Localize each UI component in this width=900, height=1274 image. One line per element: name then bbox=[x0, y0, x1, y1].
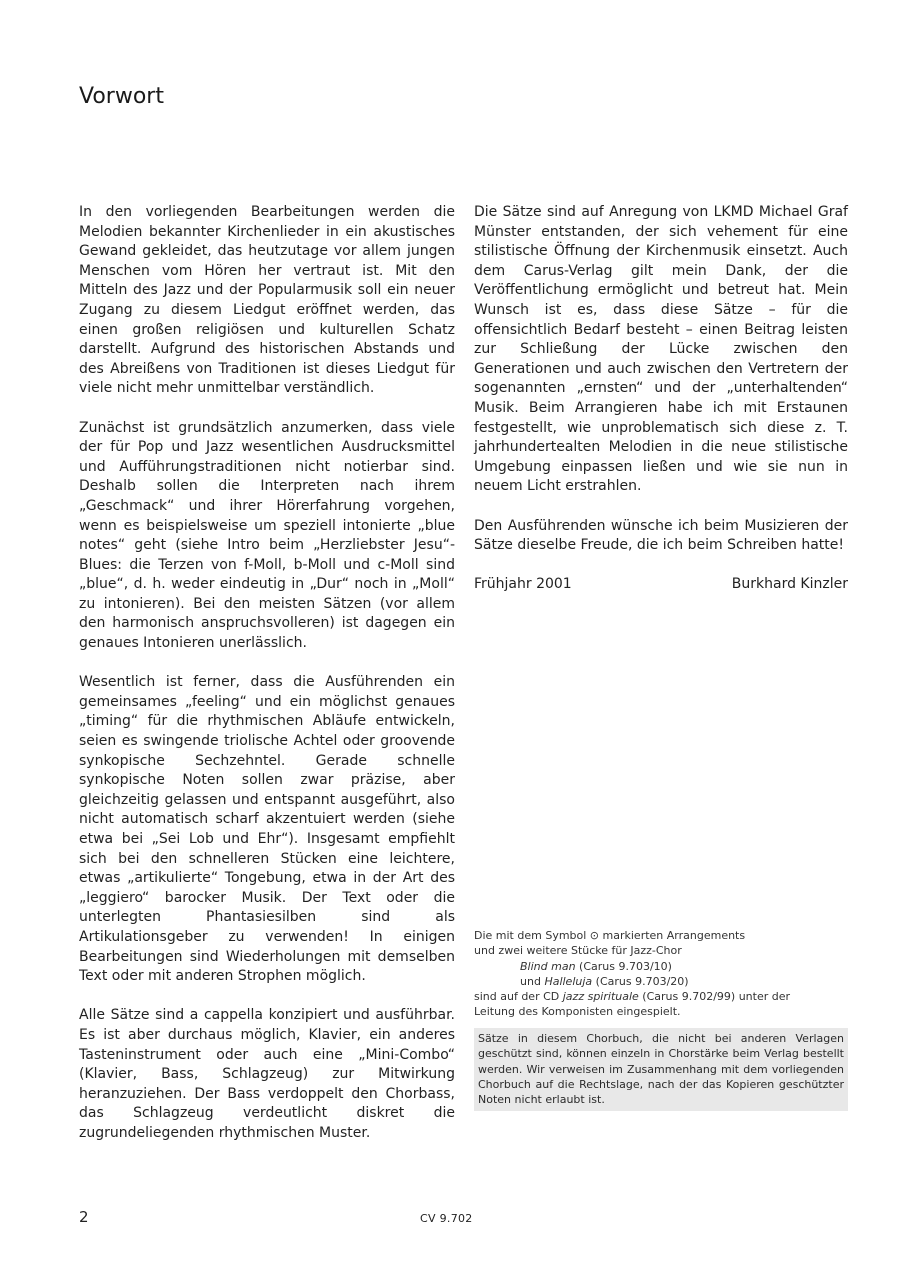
paragraph: Die Sätze sind auf Anregung von LKMD Michael Graf Münster entstanden, der sich vehement für eine stilistische Öffnung der Kirchenmusik einsetzt. Auch dem Carus-Verlag gilt mein Dank, der die Veröffentlichung ermöglicht und betreut hat. Mein Wunsch ist es, dass diese Sätze – für die offensichtlich Bedarf besteht – einen Beitrag leisten zur Schließung der Lücke zwischen den Generationen und auch zwischen den Vertretern der sogenannten „ernsten“ und der „unterhaltenden“ Musik. Beim Arrangieren habe ich mit Erstaunen festgestellt, wie unproblematisch sich diese z. T. jahrhundertealten Melodien in die neue stilistische Umgebung einpassen ließen und wie sie nun in neuem Licht erstrahlen. bbox=[474, 204, 848, 495]
cd-title: jazz spirituale bbox=[562, 990, 639, 1004]
work-title: Blind man bbox=[520, 959, 576, 973]
author: Burkhard Kinzler bbox=[731, 576, 848, 593]
signature-row bbox=[474, 575, 848, 595]
left-column bbox=[79, 203, 455, 1163]
credits-prefix: und bbox=[520, 974, 545, 988]
copyright-notice: Sätze in diesem Chorbuch, die nicht bei anderen Verlagen geschützt sind, können einzeln in Chorstärke beim Verlag bestellt werden. Wir verweisen im Zusammenhang mit dem vorliegenden Chorbuch auf die Rechtslage, nach der das Kopieren geschützter Noten nicht erlaubt ist. bbox=[474, 1028, 848, 1111]
work-title: Halleluja bbox=[544, 974, 593, 988]
date: Frühjahr 2001 bbox=[474, 576, 572, 593]
work-ref: (Carus 9.703/20) bbox=[592, 974, 689, 988]
credits-item bbox=[474, 959, 848, 974]
credits-line: und zwei weitere Stücke für Jazz-Chor bbox=[474, 944, 682, 958]
credits-line: Leitung des Komponisten eingespielt. bbox=[474, 1005, 681, 1019]
paragraph: Zunächst ist grundsätzlich anzumerken, dass viele der für Pop und Jazz wesentlichen Ausdrucksmittel und Aufführungstraditionen nicht notierbar sind. Deshalb sollen die Interpreten nach ihrem „Geschmack“ und ihrer Hörerfahrung vorgehen, wenn es beispielsweise um speziell intonierte „blue notes“ geht (siehe Intro beim „Herzliebster Jesu“-Blues: die Terzen von f-Moll, b-Moll und c-Moll sind „blue“, d. h. weder eindeutig in „Dur“ noch in „Moll“ zu intonieren). Bei den meisten Sätzen (vor allem den harmonisch anspruchsvolleren) ist dagegen ein genaues Intonieren unerlässlich. bbox=[79, 419, 455, 652]
page-number: 2 bbox=[79, 1208, 89, 1226]
credits-suffix: (Carus 9.702/99) unter der bbox=[638, 990, 791, 1004]
credits-line bbox=[474, 989, 848, 1004]
paragraph: In den vorliegenden Bearbeitungen werden die Melodien bekannter Kirchenlieder in ein akustisches Gewand gekleidet, das heutzutage vor allem jungen Menschen vom Hören her vertraut ist. Mit den Mitteln des Jazz und der Popularmusik soll ein neuer Zugang zu diesem Liedgut eröffnet werden, das einen großen religiösen und kulturellen Schatz darstellt. Aufgrund des historischen Abstands und des Abreißens von Traditionen ist dieses Liedgut für viele nicht mehr unmittelbar verständlich. bbox=[79, 204, 455, 397]
catalog-number: CV 9.702 bbox=[420, 1212, 473, 1225]
paragraph: Alle Sätze sind a cappella konzipiert und ausführbar. Es ist aber durchaus möglich, Klavier, ein anderes Tasteninstrument oder auch eine „Mini-Combo“ (Klavier, Bass, Schlagzeug) zur Mitwirkung heranzuziehen. Der Bass verdoppelt den Chorbass, das Schlagzeug verdeutlicht diskret die zugrundeliegenden rhythmischen Muster. bbox=[79, 1007, 455, 1141]
right-column bbox=[474, 203, 848, 595]
credits-prefix: sind auf der CD bbox=[474, 990, 563, 1004]
work-ref: (Carus 9.703/10) bbox=[575, 959, 672, 973]
recording-credits bbox=[474, 928, 848, 1020]
page-title: Vorwort bbox=[79, 84, 164, 109]
credits-item bbox=[474, 974, 848, 989]
paragraph: Den Ausführenden wünsche ich beim Musizieren der Sätze dieselbe Freude, die ich beim Schreiben hatte! bbox=[474, 517, 848, 554]
credits-line: Die mit dem Symbol ⊙ markierten Arrangements bbox=[474, 929, 746, 942]
paragraph: Wesentlich ist ferner, dass die Ausführenden ein gemeinsames „feeling“ und ein möglichst genaues „timing“ für die rhythmischen Abläufe entwickeln, seien es swingende triolische Achtel oder groovende synkopische Sechzehntel. Gerade schnelle synkopische Noten sollen zwar präzise, aber gleichzeitig gelassen und entspannt ausgeführt, also nicht automatisch scharf akzentuiert werden (siehe etwa bei „Sei Lob und Ehr“). Insgesamt empfiehlt sich bei den schnelleren Stücken eine leichtere, etwas „artikulierte“ Tongebung, etwa in der Art des „leggiero“ barocker Musik. Der Text oder die unterlegten Phantasiesilben sind als Artikulationsgeber zu verwenden! In einigen Bearbeitungen sind Wiederholungen mit demselben Text oder mit anderen Strophen möglich. bbox=[79, 674, 455, 985]
